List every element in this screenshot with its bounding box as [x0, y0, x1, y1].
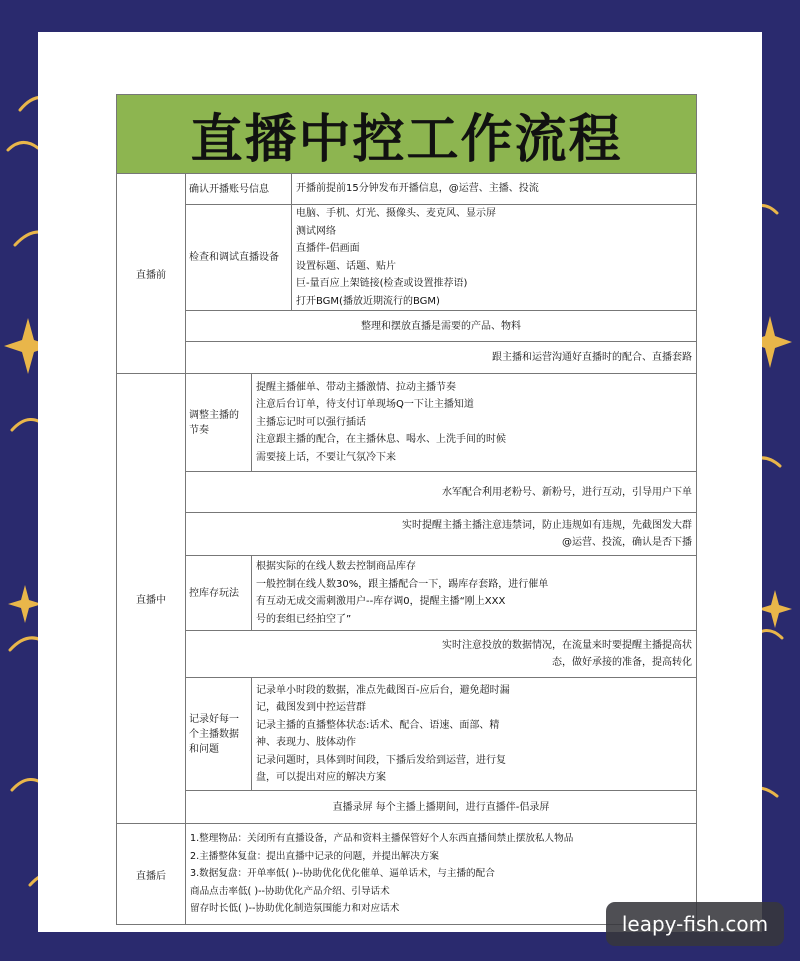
row-label: 记录好每一个主播数据和问题: [186, 678, 252, 790]
watermark-badge: leapy-fish.com: [606, 902, 784, 946]
row-content: 记录单小时段的数据，准点先截图百-应后台，避免超时漏 记，截图发到中控运营群 记录主播的直播整体状态:话术、配合、语速、面部、精 神、表现力、肢体动作 记录问题时，具体到时间段，下播后发给到运营，进行复 盘，可以提出对应的解决方案: [256, 684, 510, 783]
table-row: [186, 342, 696, 373]
row-content: 电脑、手机、灯光、摄像头、麦克风、显示屏 测试网络 直播伴-侣画面 设置标题、话题、贴片 巨-量百应上架链接(检查或设置推荐语) 打开BGM(播放近期流行的BGM): [296, 208, 496, 307]
row-content: 整理和摆放直播是需要的产品、物料: [361, 320, 521, 332]
table-row: [186, 205, 696, 311]
row-label: 检查和调试直播设备: [186, 205, 292, 310]
row-content: 提醒主播催单、带动主播激情、拉动主播节奏 注意后台订单，待支付订单现场Q一下让主播知道 主播忘记时可以强行插话 注意跟主播的配合，在主播休息、喝水、上洗手间的时候 需要接上话，不要让气氛冷下来: [256, 381, 506, 463]
page-title: 直播中控工作流程: [117, 95, 696, 174]
table-row: [186, 311, 696, 342]
row-label: 控库存玩法: [186, 556, 252, 630]
row-content: 水军配合利用老粉号、新粉号，进行互动，引导用户下单: [442, 486, 692, 498]
row-content: 根据实际的在线人数去控制商品库存 一般控制在线人数30%，跟主播配合一下，踢库存套路，进行催单 有互动无成交需刺激用户--库存调0，提醒主播“刚上XXX 号的套组已经拍空了”: [256, 561, 549, 625]
phase-label: 直播后: [117, 824, 186, 924]
section-during-live: [117, 374, 696, 824]
row-content: 实时注意投放的数据情况，在流量来时要提醒主播提高状 态，做好承接的准备，提高转化: [442, 640, 692, 668]
phase-label: 直播中: [117, 374, 186, 823]
row-content: 实时提醒主播主播注意违禁词，防止违规如有违规，先截图发大群 @运营、投流，确认是否下播: [402, 520, 692, 548]
row-content: 开播前提前15分钟发布开播信息，@运营、主播、投流: [296, 183, 539, 195]
table-row: [186, 791, 696, 823]
section-before-live: [117, 174, 696, 374]
table-row: [186, 631, 696, 678]
table-row: [186, 472, 696, 513]
table-row: [186, 374, 696, 472]
row-content: 1.整理物品：关闭所有直播设备，产品和资料主播保管好个人东西直播间禁止摆放私人物品 2.主播整体复盘：提出直播中记录的问题，并提出解决方案 3.数据复盘：开单率低( )--协助优化优化催单、逼单话术，与主播的配合 商品点击率低( )--协助优化产品介绍、引导话术 留存时长低( )--协助优化制造氛围能力和对应话术: [190, 833, 574, 915]
table-row: [186, 556, 696, 631]
table-row: [186, 678, 696, 791]
workflow-table: [116, 94, 697, 925]
row-label: 调整主播的节奏: [186, 374, 252, 471]
row-content: 直播录屏 每个主播上播期间，进行直播伴-侣录屏: [332, 801, 550, 813]
phase-label: 直播前: [117, 174, 186, 373]
table-row: [186, 174, 696, 205]
row-content: 跟主播和运营沟通好直播时的配合、直播套路: [492, 352, 692, 363]
row-label: 确认开播账号信息: [186, 174, 292, 204]
table-row: [186, 513, 696, 556]
